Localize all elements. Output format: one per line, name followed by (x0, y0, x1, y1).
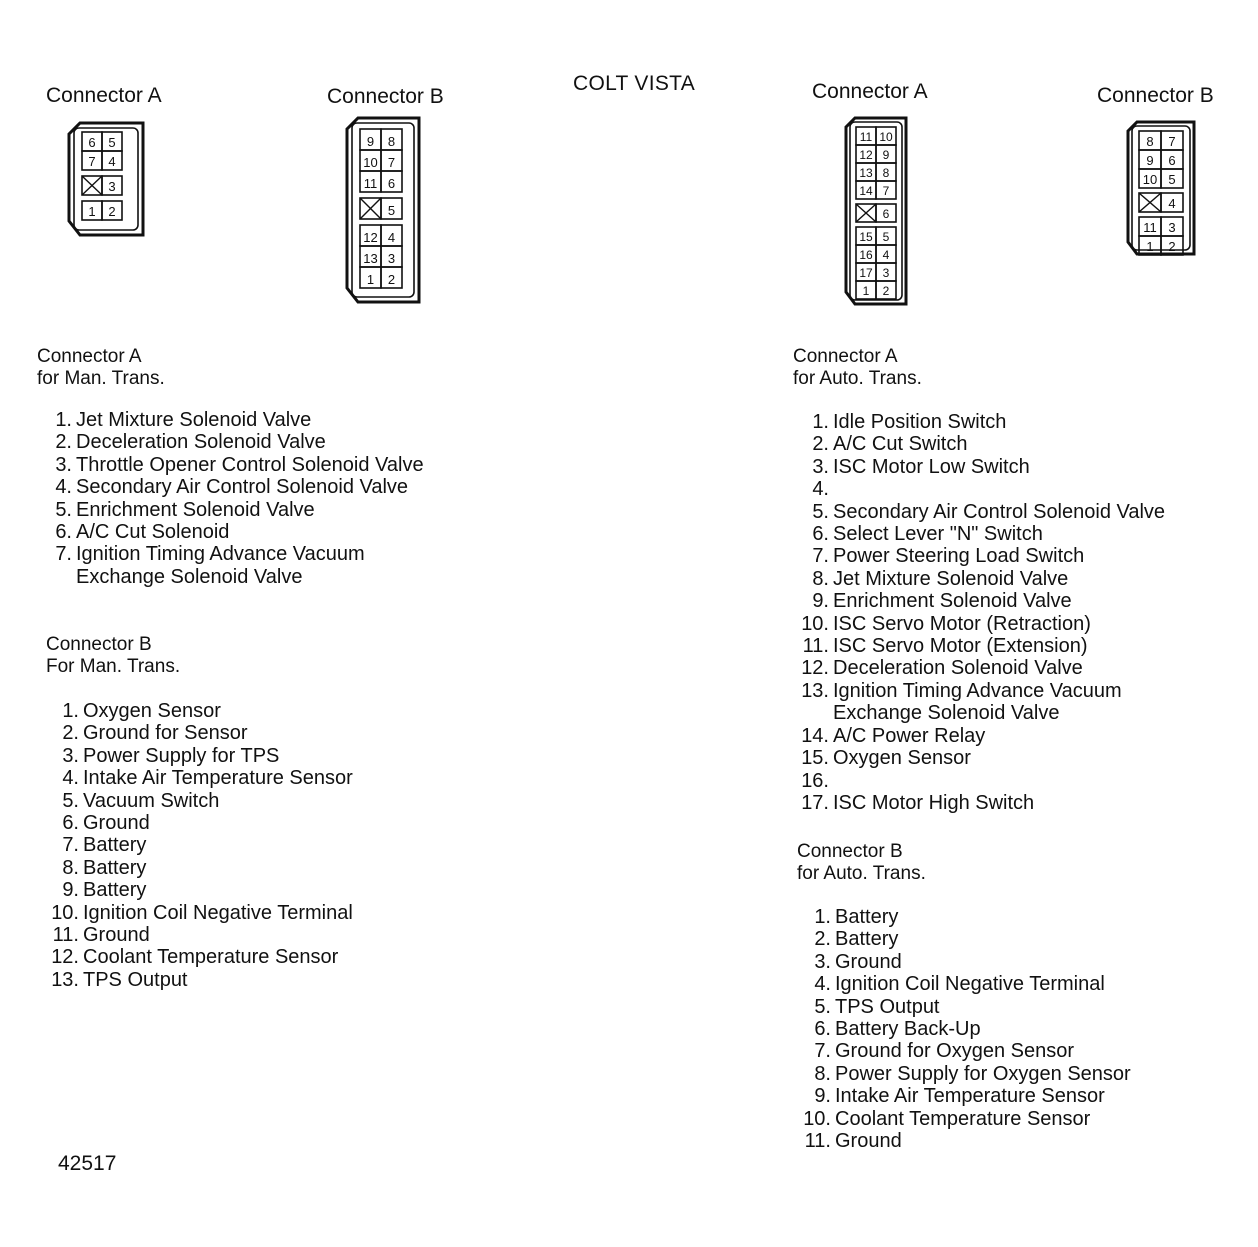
svg-text:2: 2 (387, 272, 396, 287)
list-item (812, 545, 1165, 568)
svg-text:4: 4 (882, 248, 890, 262)
item-number: 17. (801, 791, 829, 814)
item-number: 7. (55, 543, 72, 566)
section-heading-line2: for Man. Trans. (37, 368, 165, 389)
list-item (814, 950, 1131, 973)
pin-cell (1139, 150, 1161, 169)
item-text: Ignition Timing Advance Vacuum (76, 543, 365, 566)
item-text: ISC Motor High Switch (833, 791, 1035, 814)
svg-text:1: 1 (366, 272, 375, 287)
list-item (55, 476, 424, 499)
item-number: 12. (801, 657, 829, 680)
item-text: Ground (83, 812, 150, 835)
svg-text:15: 15 (859, 230, 873, 244)
list-item (55, 453, 424, 476)
item-text: A/C Power Relay (833, 724, 986, 747)
list-item (801, 657, 1165, 680)
item-text-continued: Exchange Solenoid Valve (833, 702, 1060, 725)
item-number: 3. (62, 744, 79, 767)
svg-text:3: 3 (108, 179, 116, 194)
list-item (812, 567, 1165, 590)
item-text: Deceleration Solenoid Valve (76, 431, 326, 454)
item-number: 6. (814, 1018, 831, 1041)
svg-text:6: 6 (882, 207, 890, 221)
item-text: Enrichment Solenoid Valve (833, 590, 1072, 613)
list-item (812, 523, 1165, 546)
pin-cell (876, 281, 896, 299)
list-item (804, 1130, 1131, 1153)
pin-cell (1139, 217, 1161, 236)
item-number: 10. (803, 1107, 831, 1130)
list-item (802, 635, 1165, 658)
pin-cell (876, 127, 896, 145)
section-heading-line1: Connector A (37, 346, 142, 367)
item-number: 12. (51, 946, 79, 969)
item-text: Ground (83, 924, 150, 947)
svg-text:2: 2 (1168, 239, 1176, 254)
connector-b-man-label: Connector B (327, 85, 444, 108)
pin-list-b-auto (803, 906, 1131, 1153)
list-item (62, 744, 353, 767)
item-number: 15. (801, 747, 829, 770)
item-text: Ignition Coil Negative Terminal (835, 973, 1105, 996)
svg-text:2: 2 (108, 204, 116, 219)
pin-cell (360, 129, 381, 150)
list-item (812, 433, 1165, 456)
item-number: 16. (801, 769, 829, 792)
list-item (62, 767, 353, 790)
svg-text:12: 12 (859, 148, 873, 162)
connector-b-man-diagram (344, 115, 422, 305)
item-number: 3. (812, 455, 829, 478)
pin-cell (876, 204, 896, 222)
list-item (814, 1040, 1131, 1063)
item-number: 13. (801, 679, 829, 702)
svg-text:9: 9 (1146, 153, 1154, 168)
list-item (814, 1018, 1131, 1041)
item-number: 7. (814, 1040, 831, 1063)
pin-cell (102, 132, 122, 151)
item-number: 5. (62, 789, 79, 812)
svg-text:10: 10 (363, 155, 378, 170)
svg-text:7: 7 (1168, 134, 1176, 149)
list-item (803, 1107, 1131, 1130)
section-heading-line2: For Man. Trans. (46, 656, 181, 677)
svg-text:17: 17 (859, 266, 873, 280)
item-text (833, 478, 1165, 500)
pin-cell (856, 181, 876, 199)
item-number: 11. (52, 924, 79, 947)
svg-text:9: 9 (366, 134, 375, 149)
pin-cell (856, 163, 876, 181)
connector-a-man-diagram (66, 120, 146, 238)
svg-text:6: 6 (387, 176, 396, 191)
pin-cell (102, 176, 122, 195)
pin-cell (381, 171, 402, 192)
item-number: 2. (55, 431, 72, 454)
pin-cell (360, 267, 381, 288)
svg-text:5: 5 (1168, 172, 1176, 187)
list-item (814, 995, 1131, 1018)
pin-cell (102, 201, 122, 220)
list-item (51, 946, 353, 969)
pin-cell (1161, 236, 1183, 255)
pin-cell (360, 171, 381, 192)
svg-text:8: 8 (387, 134, 396, 149)
item-number: 9. (814, 1085, 831, 1108)
list-item (55, 431, 424, 454)
pin-cell (876, 145, 896, 163)
blank-pin-cell (82, 176, 102, 195)
list-item (52, 924, 353, 947)
pin-cell (856, 263, 876, 281)
section-heading-line1: Connector A (793, 346, 898, 367)
svg-text:4: 4 (1168, 196, 1176, 211)
page-title: COLT VISTA (573, 72, 696, 95)
item-text: Battery (83, 879, 147, 902)
svg-text:5: 5 (108, 135, 116, 150)
connector-shell (347, 118, 419, 302)
svg-text:8: 8 (882, 166, 890, 180)
item-number: 1. (812, 411, 829, 433)
svg-text:11: 11 (1143, 220, 1157, 235)
list-item (62, 856, 353, 879)
item-text: Oxygen Sensor (83, 700, 221, 722)
svg-text:11: 11 (363, 176, 378, 191)
pin-cell (1161, 150, 1183, 169)
item-number: 3. (814, 950, 831, 973)
list-item (62, 879, 353, 902)
svg-text:7: 7 (88, 154, 96, 169)
pin-cell (856, 145, 876, 163)
list-item (51, 901, 353, 924)
pin-cell (360, 225, 381, 246)
item-text: Ground (835, 1130, 902, 1153)
item-text: Battery (83, 856, 147, 879)
item-text: Enrichment Solenoid Valve (76, 498, 315, 521)
connector-inner-outline (352, 123, 414, 297)
pin-cell (1139, 169, 1161, 188)
svg-text:7: 7 (882, 184, 890, 198)
item-number: 10. (801, 612, 829, 635)
list-item (801, 791, 1165, 814)
list-item (801, 769, 1165, 792)
pin-cell (1139, 236, 1161, 255)
item-text: Vacuum Switch (83, 789, 220, 812)
pin-cell (1161, 217, 1183, 236)
item-text: Coolant Temperature Sensor (835, 1107, 1091, 1130)
item-number: 10. (51, 901, 79, 924)
pin-cell (876, 163, 896, 181)
svg-text:12: 12 (363, 230, 378, 245)
pin-cell (856, 227, 876, 245)
list-item (801, 612, 1165, 635)
section-heading-line2: for Auto. Trans. (793, 368, 922, 389)
pin-cell (1139, 131, 1161, 150)
svg-text:6: 6 (1168, 153, 1176, 168)
figure-number: 42517 (58, 1152, 117, 1175)
list-item (55, 409, 424, 431)
item-text: Power Supply for TPS (83, 744, 280, 767)
item-number: 11. (802, 635, 829, 658)
list-item (814, 928, 1131, 951)
section-heading-b-auto (797, 841, 926, 885)
pin-list-a-auto (801, 411, 1166, 814)
pin-cell (856, 127, 876, 145)
svg-text:11: 11 (859, 130, 873, 144)
item-text: Secondary Air Control Solenoid Valve (833, 500, 1166, 523)
item-text: Ground (835, 950, 902, 973)
item-number: 4. (814, 973, 831, 996)
list-item (55, 521, 424, 544)
item-number: 7. (812, 545, 829, 568)
pin-cell (360, 246, 381, 267)
list-item (62, 700, 353, 722)
connector-a-man-label: Connector A (46, 84, 162, 107)
item-text: Throttle Opener Control Solenoid Valve (76, 453, 424, 476)
item-text (833, 770, 1165, 792)
item-number: 2. (812, 433, 829, 456)
item-number: 1. (62, 700, 79, 722)
list-item (812, 500, 1166, 523)
list-item (814, 1085, 1131, 1108)
item-number: 13. (51, 968, 79, 991)
svg-text:1: 1 (862, 284, 870, 298)
blank-pin-cell (856, 204, 876, 222)
connector-a-auto-label: Connector A (812, 80, 928, 103)
svg-text:3: 3 (882, 266, 890, 280)
svg-text:6: 6 (88, 135, 96, 150)
svg-text:8: 8 (1146, 134, 1154, 149)
pin-cell (1161, 169, 1183, 188)
item-number: 6. (812, 523, 829, 546)
connector-a-auto-diagram (843, 115, 909, 307)
pin-cell (82, 201, 102, 220)
pin-cell (381, 198, 402, 219)
item-text: A/C Cut Solenoid (76, 521, 230, 544)
pin-cell (82, 151, 102, 170)
item-number: 8. (62, 856, 79, 879)
item-number: 7. (62, 834, 79, 857)
pin-cell (1161, 131, 1183, 150)
list-item (812, 590, 1165, 613)
item-text: Select Lever "N" Switch (833, 523, 1043, 546)
item-text: Battery (835, 928, 899, 951)
item-number: 1. (55, 409, 72, 431)
pin-cell (102, 151, 122, 170)
svg-text:10: 10 (879, 130, 893, 144)
blank-pin-cell (360, 198, 381, 219)
item-text: Jet Mixture Solenoid Valve (76, 409, 312, 431)
item-number: 5. (55, 498, 72, 521)
item-number: 5. (812, 500, 829, 523)
list-item (814, 973, 1131, 996)
connector-b-auto-diagram (1125, 119, 1197, 257)
pin-cell (381, 246, 402, 267)
item-number: 9. (62, 879, 79, 902)
item-text: Power Supply for Oxygen Sensor (835, 1062, 1131, 1085)
list-item (801, 724, 1165, 747)
item-text: Battery (835, 906, 899, 928)
item-text: Ground for Oxygen Sensor (835, 1040, 1075, 1063)
item-text: Jet Mixture Solenoid Valve (833, 567, 1069, 590)
pin-list-b-man (51, 700, 353, 991)
item-text: Ignition Coil Negative Terminal (83, 901, 353, 924)
item-number: 6. (62, 812, 79, 835)
svg-text:5: 5 (882, 230, 890, 244)
item-number: 8. (812, 567, 829, 590)
svg-text:14: 14 (859, 184, 873, 198)
svg-text:1: 1 (1146, 239, 1154, 254)
item-text: TPS Output (83, 968, 188, 991)
list-item (812, 455, 1165, 478)
pin-cell (360, 150, 381, 171)
connector-b-auto-label: Connector B (1097, 84, 1214, 107)
blank-pin-cell (1139, 193, 1161, 212)
item-text: Coolant Temperature Sensor (83, 946, 339, 969)
section-heading-a-man (37, 346, 165, 390)
item-number: 3. (55, 453, 72, 476)
section-heading-line1: Connector B (46, 634, 152, 655)
pin-cell (876, 227, 896, 245)
list-item (812, 478, 1165, 501)
pin-cell (82, 132, 102, 151)
svg-text:13: 13 (859, 166, 873, 180)
item-number: 4. (55, 476, 72, 499)
item-text: Idle Position Switch (833, 411, 1007, 433)
item-text: Secondary Air Control Solenoid Valve (76, 476, 409, 499)
item-number: 9. (812, 590, 829, 613)
svg-text:1: 1 (88, 204, 96, 219)
item-number: 4. (62, 767, 79, 790)
item-text: ISC Servo Motor (Extension) (833, 635, 1088, 658)
section-heading-line2: for Auto. Trans. (797, 863, 926, 884)
connector-shell (69, 123, 143, 235)
section-heading-b-man (46, 634, 180, 678)
svg-text:9: 9 (882, 148, 890, 162)
list-item (62, 789, 353, 812)
pin-cell (381, 129, 402, 150)
pin-cell (876, 181, 896, 199)
item-number: 4. (812, 478, 829, 501)
list-item (812, 411, 1165, 433)
pin-cell (381, 267, 402, 288)
list-item (62, 834, 353, 857)
item-number: 6. (55, 521, 72, 544)
pin-list-a-man (55, 409, 424, 588)
section-heading-line1: Connector B (797, 841, 903, 862)
item-text: Intake Air Temperature Sensor (83, 767, 353, 790)
pin-cell (876, 245, 896, 263)
connector-inner-outline (74, 128, 138, 230)
list-item (55, 498, 424, 521)
svg-text:4: 4 (387, 230, 396, 245)
svg-text:7: 7 (387, 155, 396, 170)
item-number: 2. (814, 928, 831, 951)
list-item (62, 812, 353, 835)
item-text: Intake Air Temperature Sensor (835, 1085, 1105, 1108)
list-item (51, 968, 353, 991)
pin-cell (381, 150, 402, 171)
item-text-continued: Exchange Solenoid Valve (76, 565, 303, 588)
svg-text:2: 2 (882, 284, 890, 298)
item-text: Deceleration Solenoid Valve (833, 657, 1083, 680)
list-item (62, 722, 353, 745)
list-item (55, 543, 424, 588)
pin-cell (381, 225, 402, 246)
svg-text:3: 3 (1168, 220, 1176, 235)
item-number: 2. (62, 722, 79, 745)
svg-text:3: 3 (387, 251, 396, 266)
section-heading-a-auto (793, 346, 922, 390)
item-text: TPS Output (835, 995, 940, 1018)
list-item (814, 906, 1131, 928)
item-number: 14. (801, 724, 829, 747)
item-text: ISC Motor Low Switch (833, 455, 1030, 478)
list-item (801, 747, 1165, 770)
item-text: Power Steering Load Switch (833, 545, 1085, 568)
item-text: A/C Cut Switch (833, 433, 968, 456)
item-text: Ignition Timing Advance Vacuum (833, 679, 1122, 702)
item-text: Battery Back-Up (835, 1018, 981, 1041)
item-text: ISC Servo Motor (Retraction) (833, 612, 1091, 635)
svg-text:5: 5 (387, 203, 396, 218)
item-text: Ground for Sensor (83, 722, 248, 745)
pin-cell (856, 281, 876, 299)
pin-cell (1161, 193, 1183, 212)
item-number: 1. (814, 906, 831, 928)
pin-cell (876, 263, 896, 281)
item-number: 11. (804, 1130, 831, 1153)
item-number: 5. (814, 995, 831, 1018)
item-number: 8. (814, 1062, 831, 1085)
svg-text:10: 10 (1142, 172, 1158, 187)
item-text: Oxygen Sensor (833, 747, 971, 770)
pin-cell (856, 245, 876, 263)
svg-text:16: 16 (859, 248, 873, 262)
svg-text:13: 13 (363, 251, 378, 266)
list-item (814, 1062, 1131, 1085)
item-text: Battery (83, 834, 147, 857)
list-item (801, 679, 1165, 725)
svg-text:4: 4 (108, 154, 116, 169)
